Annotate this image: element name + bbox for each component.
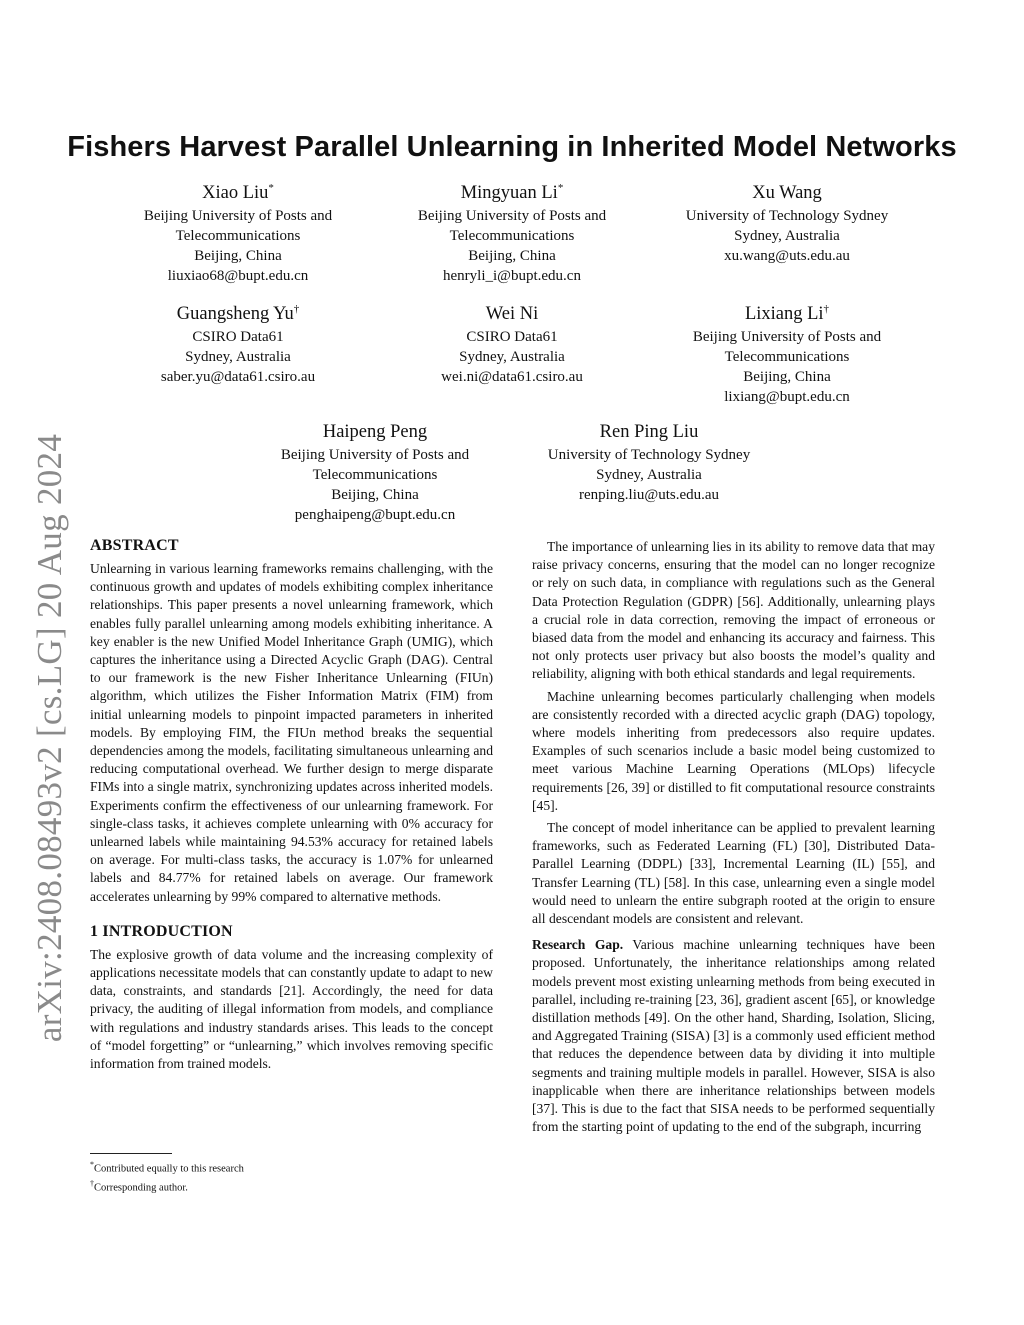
author-affiliation: University of Technology Sydney xyxy=(547,447,751,463)
author-name: Lixiang Li† xyxy=(744,302,830,324)
author-name: Wei Ni xyxy=(485,304,539,324)
author-name: Xu Wang xyxy=(752,183,822,203)
abstract-text: Unlearning in various learning frameworks remains challenging, with the continuous growth and updates of models exhibiting complex inheritance relationships. This paper presents a novel unlearning framework, which enables fully parallel unlearning among models exhibiting inheritance. A key enabler is the new Unified Model Inheritance Graph (UMIG), which captures the inheritance using a Directed Acyclic Graph (DAG). Central to our framework is the new Fisher Inheritance Unlearning (FIUn) algorithm, which utilizes the Fisher Information Matrix (FIM) from initial unlearning models to pinpoint impacted parameters in inherited models. By employing FIM, the FIUn method breaks the sequential dependencies among the models, facilitating simultaneous unlearning and reducing computational overhead. We further design to merge disparate FIMs into a single matrix, synchronizing updates across inherited models. Experiments confirm the effectiveness of our unlearning framework. For single-class tasks, it achieves complete unlearning with 0% accuracy for unlearned labels while maintaining 94.53% accuracy for retained labels on average. For multi-class tasks, the accuracy is 1.07% for unlearned labels and 84.77% for retained labels on average. Our framework accelerates unlearning by 99% compared to alternative methods. xyxy=(90,561,493,904)
intro-heading: 1 INTRODUCTION xyxy=(90,922,233,940)
author-location: Beijing, China xyxy=(468,248,556,264)
research-gap-text: Various machine unlearning techniques have been proposed. Unfortunately, the inheritance relationships among related models prevent most existing unlearning methods from being executed in parallel, including re-training [23, 36], gradient ascent [65], or knowledge distillation methods [49]. On the other hand, Sharding, Isolation, Slicing, and Aggregated Training (SISA) [3] is a commonly used efficient method that reduces the dependence between data by dividing it into multiple segments and training multiple models in parallel. However, SISA is also inapplicable when there are inheritance relationships between models [37]. This is due to the fact that SISA needs to be performed sequentially from the starting point of updating to the end of the subgraph, incurring xyxy=(532,937,935,1135)
left-column xyxy=(90,536,493,1073)
intro-paragraph: The explosive growth of data volume and the increasing complexity of applications necessitate models that can constantly update to adapt to new data, constraints, and standards [21]. Accordingly, the need for data privacy, the auditing of illegal information from models, and compliance with regulations and industry standards arises. This leads to the concept of “model forgetting” or “unlearning,” which involves removing specific information from trained models. xyxy=(90,946,493,1072)
author-block xyxy=(382,181,642,286)
abstract-heading: ABSTRACT xyxy=(90,537,179,554)
author-affiliation: CSIRO Data61 xyxy=(192,329,284,345)
author-location: Sydney, Australia xyxy=(734,228,840,244)
author-name: Haipeng Peng xyxy=(322,422,428,442)
author-block xyxy=(382,302,642,387)
author-name: Mingyuan Li* xyxy=(460,181,564,203)
footnote-equal-contribution: *Contributed equally to this research xyxy=(90,1160,244,1175)
author-email: xu.wang@uts.edu.au xyxy=(724,248,850,264)
footnote-corresponding-author: †Corresponding author. xyxy=(90,1178,188,1193)
author-name: Ren Ping Liu xyxy=(599,422,699,442)
footnotes xyxy=(90,1158,244,1195)
author-location: Beijing, China xyxy=(743,369,831,385)
author-location: Beijing, China xyxy=(331,487,419,503)
author-block xyxy=(657,302,917,407)
author-affiliation: CSIRO Data61 xyxy=(466,329,558,345)
paper-title: Fishers Harvest Parallel Unlearning in Inherited Model Networks xyxy=(67,131,957,163)
author-email: wei.ni@data61.csiro.au xyxy=(441,369,583,385)
author-affiliation: Telecommunications xyxy=(449,228,575,244)
author-affiliation: Beijing University of Posts and xyxy=(417,208,607,224)
author-email: renping.liu@uts.edu.au xyxy=(578,487,720,503)
author-block xyxy=(108,302,368,387)
author-affiliation: Telecommunications xyxy=(175,228,301,244)
author-block xyxy=(245,420,505,525)
author-affiliation: Telecommunications xyxy=(312,467,438,483)
author-email: lixiang@bupt.edu.cn xyxy=(724,389,850,405)
author-name: Guangsheng Yu† xyxy=(176,302,300,324)
author-name: Xiao Liu* xyxy=(202,181,274,203)
author-email: saber.yu@data61.csiro.au xyxy=(160,369,316,385)
author-location: Sydney, Australia xyxy=(185,349,291,365)
author-affiliation: Beijing University of Posts and xyxy=(143,208,333,224)
author-affiliation: University of Technology Sydney xyxy=(685,208,889,224)
author-affiliation: Beijing University of Posts and xyxy=(692,329,882,345)
footnote-rule xyxy=(90,1153,172,1154)
author-block xyxy=(657,181,917,266)
body-paragraph: The importance of unlearning lies in its ability to remove data that may raise privacy concerns, ensuring that the model can no longer recognize or rely on such data, in compliance with regulations such as the General Data Protection Regulation (GDPR) [56]. Additionally, unlearning plays a crucial role in data correction, removing the impact of erroneous or biased data from the model and enhancing its accuracy and fairness. This not only protects user privacy but also boosts the model’s quality and reliability, aligning with both ethical standards and legal requirements. xyxy=(532,539,935,682)
body-paragraph: Machine unlearning becomes particularly challenging when models are consistently recorded with a directed acyclic graph (DAG) topology, where models inheriting from predecessors also require updates. Examples of such scenarios include a basic model being customized to meet various Machine Learning Operations (MLOps) lifecycle requirements [26, 39] or distilled to fit computational resource constraints [45]. xyxy=(532,688,935,813)
author-email: penghaipeng@bupt.edu.cn xyxy=(294,507,456,523)
author-block xyxy=(519,420,779,505)
author-block xyxy=(108,181,368,286)
author-email: henryli_i@bupt.edu.cn xyxy=(443,268,581,284)
author-affiliation: Beijing University of Posts and xyxy=(280,447,470,463)
author-affiliation: Telecommunications xyxy=(724,349,850,365)
research-gap-paragraph xyxy=(532,936,935,1136)
research-gap-heading: Research Gap. xyxy=(532,937,624,953)
body-paragraph: The concept of model inheritance can be applied to prevalent learning frameworks, such as Federated Learning (FL) [30], Distributed Data-Parallel Learning (DDPL) [33], Incremental Learning (IL) [55], and Transfer Learning (TL) [58]. In this case, unlearning even a single model would need to unlearn the entire subgraph rooted at the origin to ensure all descendant models are consistent and relevant. xyxy=(532,820,935,927)
author-location: Beijing, China xyxy=(194,248,282,264)
arxiv-identifier: arXiv:2408.08493v2 [cs.LG] 20 Aug 2024 xyxy=(30,433,69,1043)
author-location: Sydney, Australia xyxy=(596,467,702,483)
author-location: Sydney, Australia xyxy=(459,349,565,365)
right-column xyxy=(532,538,935,1137)
author-email: liuxiao68@bupt.edu.cn xyxy=(167,268,309,284)
